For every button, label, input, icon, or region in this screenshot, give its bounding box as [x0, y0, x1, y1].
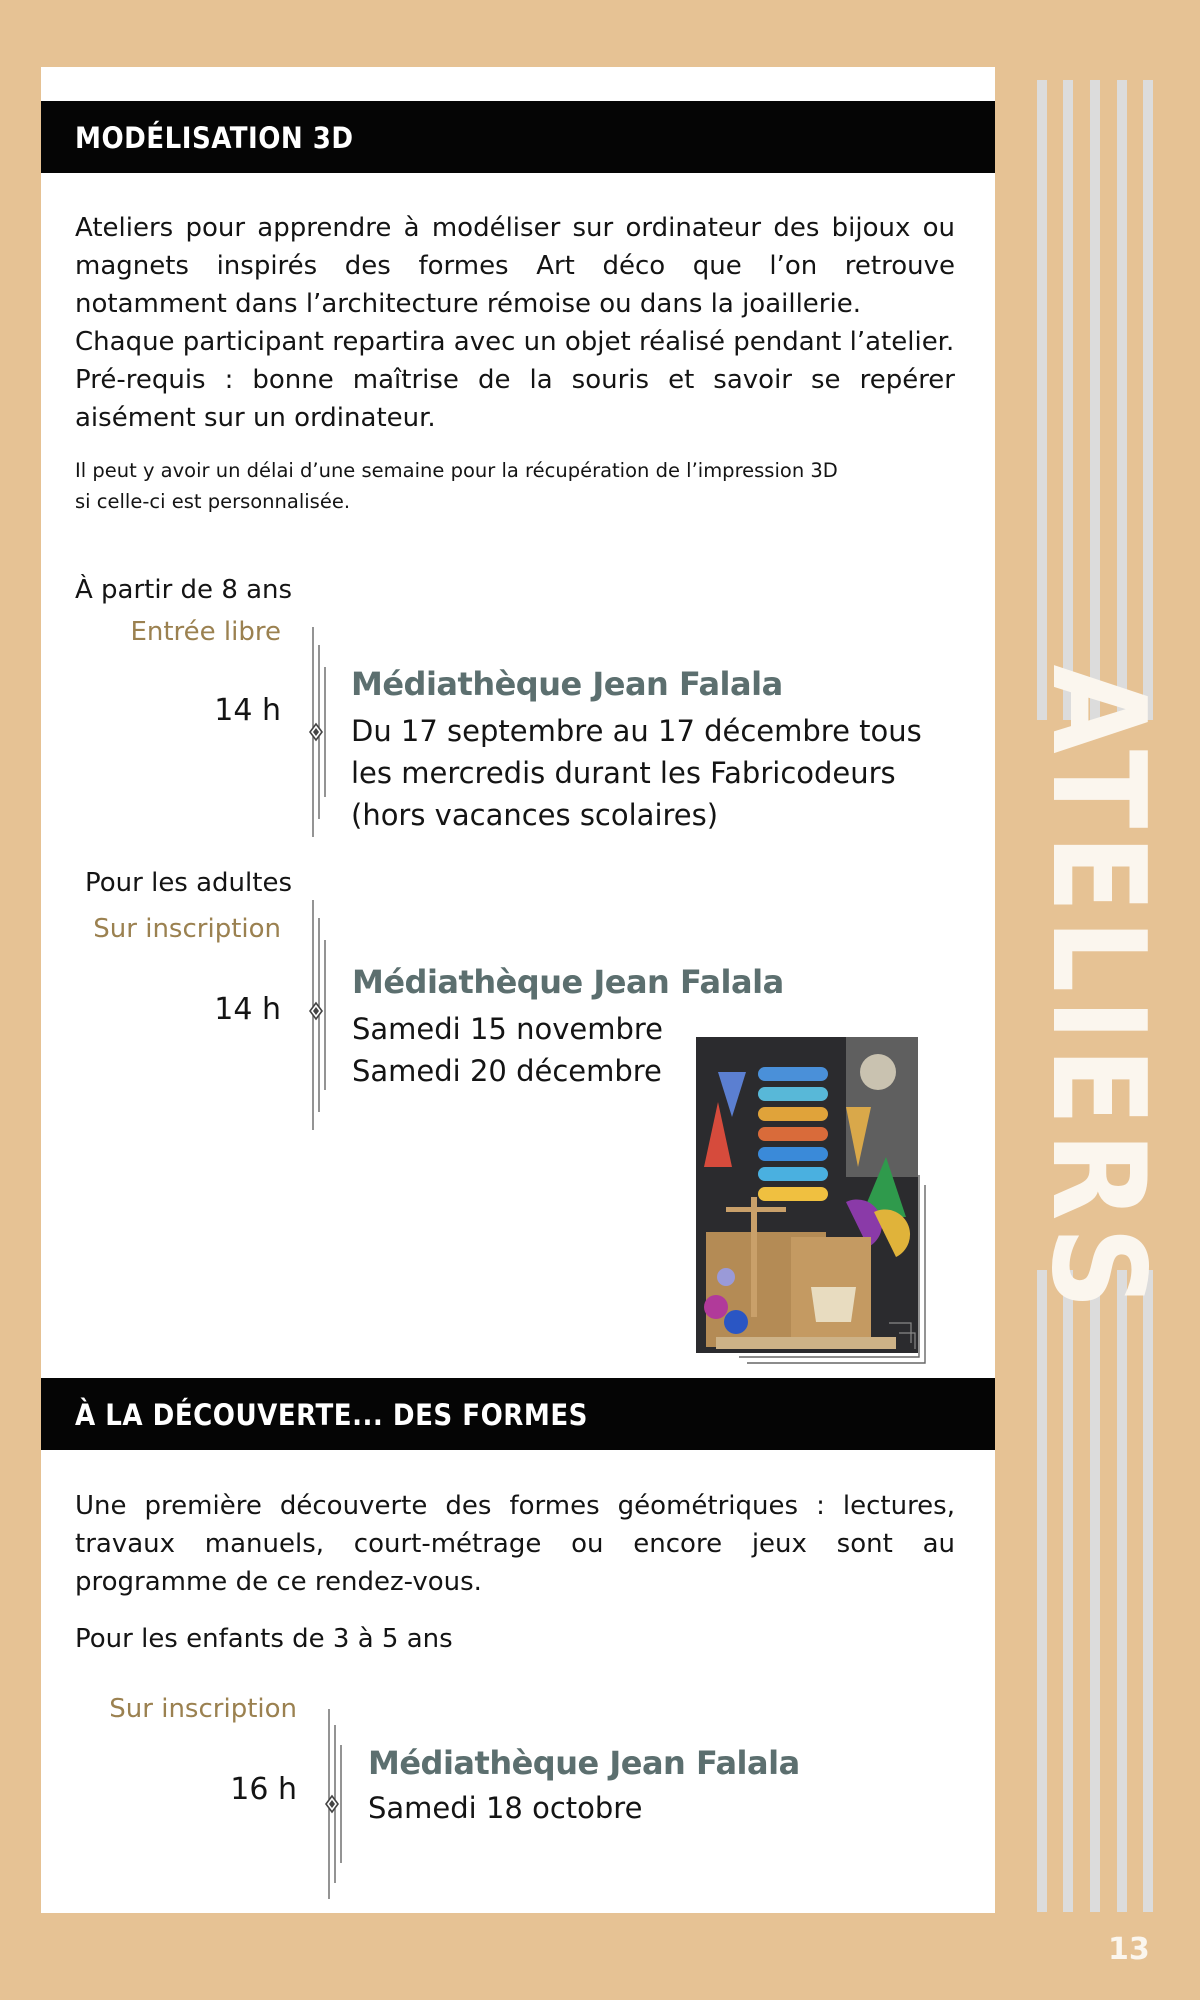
event-time: 16 h [230, 1772, 297, 1807]
sidebar-title: ATELIERS [1023, 664, 1172, 1316]
event-date: Du 17 septembre au 17 décembre tous [351, 714, 922, 748]
intro-paragraph: Pré-requis : bonne maîtrise de la souris et savoir se repérer aisément sur un ordinateur. [75, 365, 955, 433]
stripes-top [1037, 80, 1153, 720]
event-date: Samedi 15 novembre [352, 1012, 663, 1046]
content-panel [41, 67, 995, 1913]
event-date: Samedi 18 octobre [368, 1791, 643, 1825]
timeline-ornament [317, 1709, 347, 1899]
section-title: À LA DÉCOUVERTE... DES FORMES [75, 1398, 588, 1432]
timeline-ornament [301, 627, 331, 837]
audience-label: Pour les enfants de 3 à 5 ans [75, 1624, 453, 1654]
note-line: Il peut y avoir un délai d’une semaine pour la récupération de l’impression 3D [75, 459, 838, 482]
intro-paragraph: Chaque participant repartira avec un objet réalisé pendant l’atelier. [75, 327, 955, 357]
event-place: Médiathèque Jean Falala [351, 665, 783, 703]
event-time: 14 h [214, 992, 281, 1027]
event-time: 14 h [214, 693, 281, 728]
event-date: (hors vacances scolaires) [351, 798, 719, 832]
intro-paragraph: Une première découverte des formes géométriques : lectures, travaux manuels, court-métrage ou encore jeux sont au programme de ce rendez-vous. [75, 1491, 955, 1597]
access-tag: Sur inscription [93, 914, 281, 944]
access-tag: Sur inscription [109, 1694, 297, 1724]
intro-paragraph: Ateliers pour apprendre à modéliser sur ordinateur des bijoux ou magnets inspirés des formes Art déco que l’on retrouve notamment dans l’architecture rémoise ou dans la joaillerie. [75, 213, 955, 319]
note-line: si celle-ci est personnalisée. [75, 490, 351, 513]
event-place: Médiathèque Jean Falala [368, 1744, 800, 1782]
timeline-ornament [301, 900, 331, 1130]
event-place: Médiathèque Jean Falala [352, 963, 784, 1001]
audience-label: À partir de 8 ans [75, 575, 293, 605]
event-date: Samedi 20 décembre [352, 1054, 662, 1088]
event-date: les mercredis durant les Fabricodeurs [351, 756, 896, 790]
audience-label: Pour les adultes [85, 868, 292, 898]
section-title: MODÉLISATION 3D [75, 121, 354, 155]
stripes-bottom [1037, 1270, 1153, 1912]
access-tag: Entrée libre [130, 617, 281, 647]
page-number: 13 [1108, 1932, 1150, 1967]
section-title-bar [41, 101, 995, 173]
section-title-bar [41, 1378, 995, 1450]
